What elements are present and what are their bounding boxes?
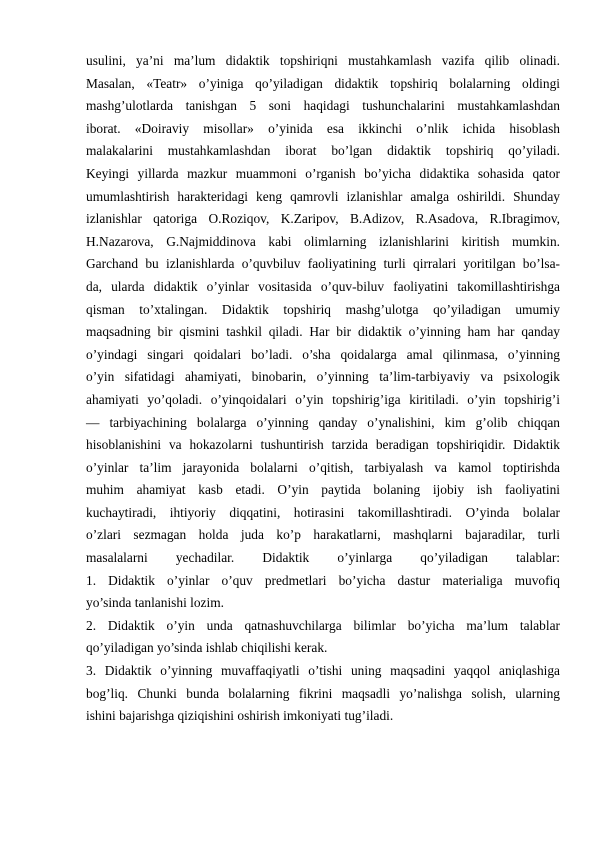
text-line: 3. Didaktik o’yinning muvaffaqiyatli o’tishi uning maqsadini yaqqol aniqlashiga: [86, 663, 560, 679]
text-line: Keyingi yillarda mazkur muammoni o’rganish bo’yicha didaktika sohasida qator: [86, 165, 560, 181]
document-page: [86, 50, 560, 728]
text-line: yo’sinda tanlanishi lozim.: [86, 595, 224, 611]
list-item-3: [86, 660, 560, 728]
text-line: usulini, ya’ni ma’lum didaktik topshiriqni mustahkamlash vazifa qilib olinadi.: [86, 53, 560, 68]
text-line: o’yinlar ta’lim jarayonida bolalarni o’qitish, tarbiyalash va kamol toptirishda: [86, 459, 560, 475]
text-line: 1. Didaktik o’yinlar o’quv predmetlari bo’yicha dastur materialiga muvofiq: [86, 572, 560, 588]
text-line: qo’yiladigan yo’sinda ishlab chiqilishi kerak.: [86, 640, 328, 656]
text-line: malakalarini mustahkamlashdan iborat bo’lgan didaktik topshiriq qo’yiladi.: [86, 143, 560, 159]
text-line: 2. Didaktik o’yin unda qatnashuvchilarga bilimlar bo’yicha ma’lum talablar: [86, 617, 560, 633]
text-line: qisman to’xtalingan. Didaktik topshiriq mashg’ulotga qo’yiladigan umumiy: [86, 301, 560, 317]
text-line: ahamiyati yo’qoladi. o’yinqoidalari o’yin topshirig’iga kiritiladi. o’yin topshirig’i: [86, 391, 560, 407]
text-line: masalalarni yechadilar. Didaktik o’yinlarga qo’yiladigan talablar:: [86, 550, 560, 566]
text-line: H.Nazarova, G.Najmiddinova kabi olimlarning izlanishlarini kiritish mumkin.: [86, 233, 560, 249]
text-line: maqsadning bir qismini tashkil qiladi. Har bir didaktik o’yinning ham har qanday: [86, 324, 560, 340]
text-line: o’yindagi singari qoidalari bo’ladi. o’sha qoidalarga amal qilinmasa, o’yinning: [86, 346, 560, 362]
list-item-1: [86, 570, 560, 615]
text-line: kuchaytiradi, ihtiyoriy diqqatini, hotirasini takomillashtiradi. O’yinda bolalar: [86, 504, 560, 520]
text-line: hisoblanishini va hokazolarni tushuntirish tarzida beradigan topshiriqidir. Didaktik: [86, 437, 560, 453]
text-line: Garchand bu izlanishlarda o’quvbiluv faoliyatining turli qirralari yoritilgan bo’lsa-: [86, 256, 560, 272]
list-item-2: [86, 615, 560, 660]
text-line: o’yin sifatidagi ahamiyati, binobarin, o’yinning ta’lim-tarbiyaviy va psixologik: [86, 369, 560, 385]
text-line: izlanishlar qatoriga O.Roziqov, K.Zaripov, B.Adizov, R.Asadova, R.Ibragimov,: [86, 211, 560, 227]
text-line: umumlashtirish harakteridagi keng qamrovli izlanishlar amalga oshirildi. Shunday: [86, 188, 560, 204]
text-line: — tarbiyachining bolalarga o’yinning qanday o’ynalishini, kim g’olib chiqqan: [86, 414, 560, 430]
text-line: o’zlari sezmagan holda juda ko’p harakatlarni, mashqlarni bajaradilar, turli: [86, 527, 560, 543]
text-line: da, ularda didaktik o’yinlar vositasida o’quv-biluv faoliyatini takomillashtirishga: [86, 278, 560, 294]
text-line: mashg’ulotlarda tanishgan 5 soni haqidagi tushunchalarini mustahkamlashdan: [86, 98, 560, 114]
text-line: Masalan, «Teatr» o’yiniga qo’yiladigan didaktik topshiriq bolalarning oldingi: [86, 75, 560, 91]
text-line: iborat. «Doiraviy misollar» o’yinida esa ikkinchi o’nlik ichida hisoblash: [86, 120, 560, 136]
text-line: bog’liq. Chunki bunda bolalarning fikrini maqsadli yo’nalishga solish, ularning: [86, 685, 560, 701]
text-line: muhim ahamiyat kasb etadi. O’yin paytida bolaning ijobiy ish faoliyatini: [86, 482, 560, 498]
paragraph-main: [86, 50, 560, 570]
text-line: ishini bajarishga qiziqishini oshirish imkoniyati tug’iladi.: [86, 708, 394, 724]
